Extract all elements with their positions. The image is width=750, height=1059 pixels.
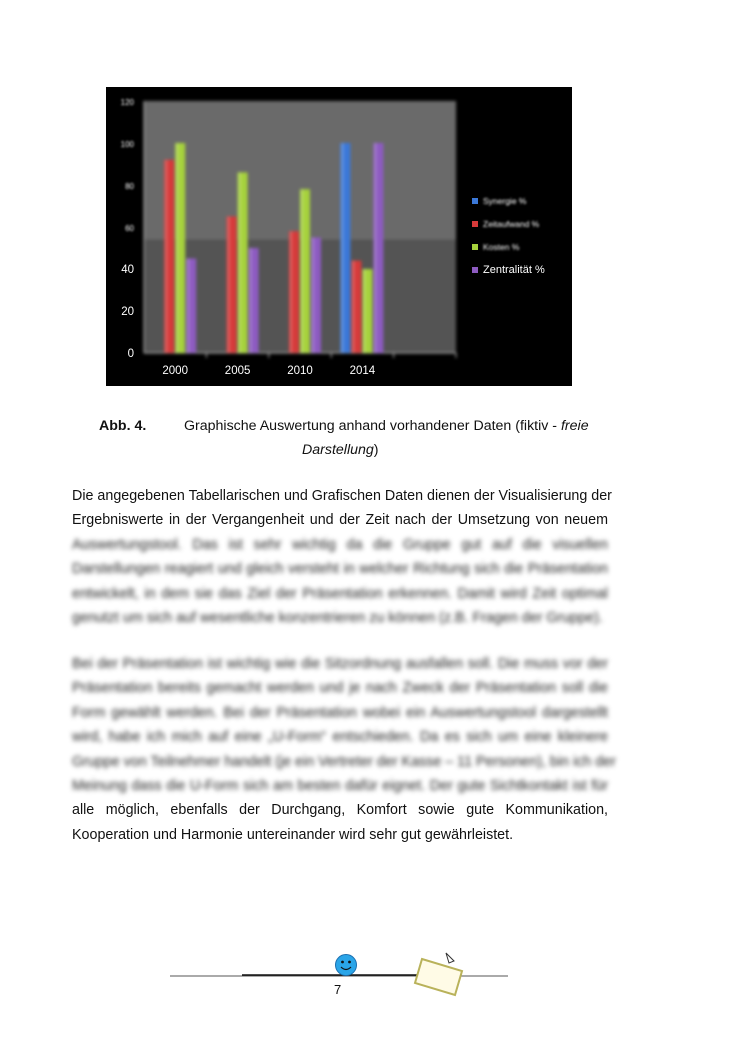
caption-text-italic: freie: [560, 418, 589, 434]
chart-legend: [472, 196, 545, 276]
legend-swatch: [472, 244, 478, 250]
caption-text-close: ): [373, 442, 379, 458]
paragraph-2: [72, 652, 616, 847]
bar-highlight: [290, 231, 292, 353]
bar-highlight: [374, 143, 376, 353]
legend-label: Zentralität %: [483, 264, 545, 276]
bar-highlight: [352, 261, 354, 353]
bar-highlight: [239, 172, 241, 353]
bar-highlight: [176, 143, 178, 353]
smiley-icon: [336, 955, 357, 976]
legend-label: Synergie %: [483, 196, 527, 206]
bar-highlight: [312, 238, 314, 354]
x-tick-label: 2014: [349, 365, 376, 377]
y-axis-ticks: [121, 98, 135, 360]
bar-highlight: [187, 259, 189, 354]
text-line: genutzt um sich auf wesentliche konzentrieren zu können (z.B. Fragen der Gruppe).: [72, 609, 603, 626]
y-tick-label: 20: [121, 306, 134, 318]
bar-highlight: [165, 160, 167, 353]
bar-highlight: [228, 217, 230, 354]
bar-highlight: [363, 269, 365, 353]
legend-label: Kosten %: [483, 242, 520, 252]
y-tick-label: 80: [125, 182, 134, 191]
y-tick-label: 40: [121, 264, 134, 276]
text-line: Auswertungstool. Das ist sehr wichtig da die Gruppe gut auf die visuellen: [72, 536, 608, 553]
x-tick-label: 2005: [224, 365, 251, 377]
x-tick-label: 2010: [287, 365, 313, 377]
y-tick-label: 0: [127, 348, 134, 360]
bar-chart: [106, 87, 572, 386]
caption-line-2: [302, 442, 379, 458]
text-line: Darstellungen reagiert und gleich versteht in welcher Richtung sich die Präsentation: [72, 561, 608, 578]
text-line: Die angegebenen Tabellarischen und Grafischen Daten dienen der Visualisierung der: [72, 488, 612, 504]
legend-swatch: [472, 267, 478, 273]
figure-number: Abb. 4.: [99, 418, 147, 434]
bar-highlight: [341, 143, 343, 353]
x-tick-label: 2000: [162, 365, 188, 377]
y-tick-label: 120: [120, 98, 134, 107]
text-line: Bei der Präsentation ist wichtig wie die Sitzordnung ausfallen soll. Die muss vor der: [72, 656, 608, 672]
caption-line-1: [184, 418, 589, 434]
y-tick-label: 60: [125, 224, 134, 233]
text-line: Präsentation bereits gemacht werden und je nach Zweck der Präsentation soll die: [72, 680, 608, 697]
text-line: Meinung dass die U-Form sich am besten dafür eignet. Der gute Sichtkontakt ist für: [72, 777, 608, 794]
text-line: entwickelt, in dem sie das Ziel der Präsentation erkennen. Damit wird Zeit optimal: [72, 585, 608, 602]
text-line: alle möglich, ebenfalls der Durchgang, Komfort sowie gute Kommunikation,: [72, 802, 608, 819]
bar-highlight: [250, 248, 252, 353]
caption-text-plain: Graphische Auswertung anhand vorhandener Daten (fiktiv -: [184, 418, 561, 434]
y-tick-label: 100: [120, 140, 134, 149]
plot-area: [144, 101, 456, 358]
bar-highlight: [301, 189, 303, 353]
legend-label: Zeitaufwand %: [483, 219, 540, 229]
text-line: Kooperation und Harmonie untereinander wird sehr gut gewährleistet.: [72, 826, 514, 843]
text-line: wird, habe ich mich auf eine „U-Form“ entschieden. Da es sich um eine kleinere: [72, 729, 608, 746]
text-line: Gruppe von Teilnehmer handelt (je ein Vertreter der Kasse – 11 Personen), bin ich der: [72, 753, 616, 770]
text-line: Ergebniswerte in der Vergangenheit und der Zeit nach der Umsetzung von neuem: [72, 512, 608, 529]
bar-chart-svg: [106, 87, 572, 386]
paragraph-1: [72, 484, 612, 630]
caption-text-italic-2: Darstellung: [302, 442, 374, 458]
legend-swatch: [472, 198, 478, 204]
text-line: Form gewählt werden. Bei der Präsentation wobei ein Auswertungstool dargestellt: [72, 704, 608, 721]
document-note-icon: [415, 953, 462, 995]
legend-swatch: [472, 221, 478, 227]
page-number: 7: [334, 982, 342, 997]
x-axis-ticks: [162, 365, 375, 377]
